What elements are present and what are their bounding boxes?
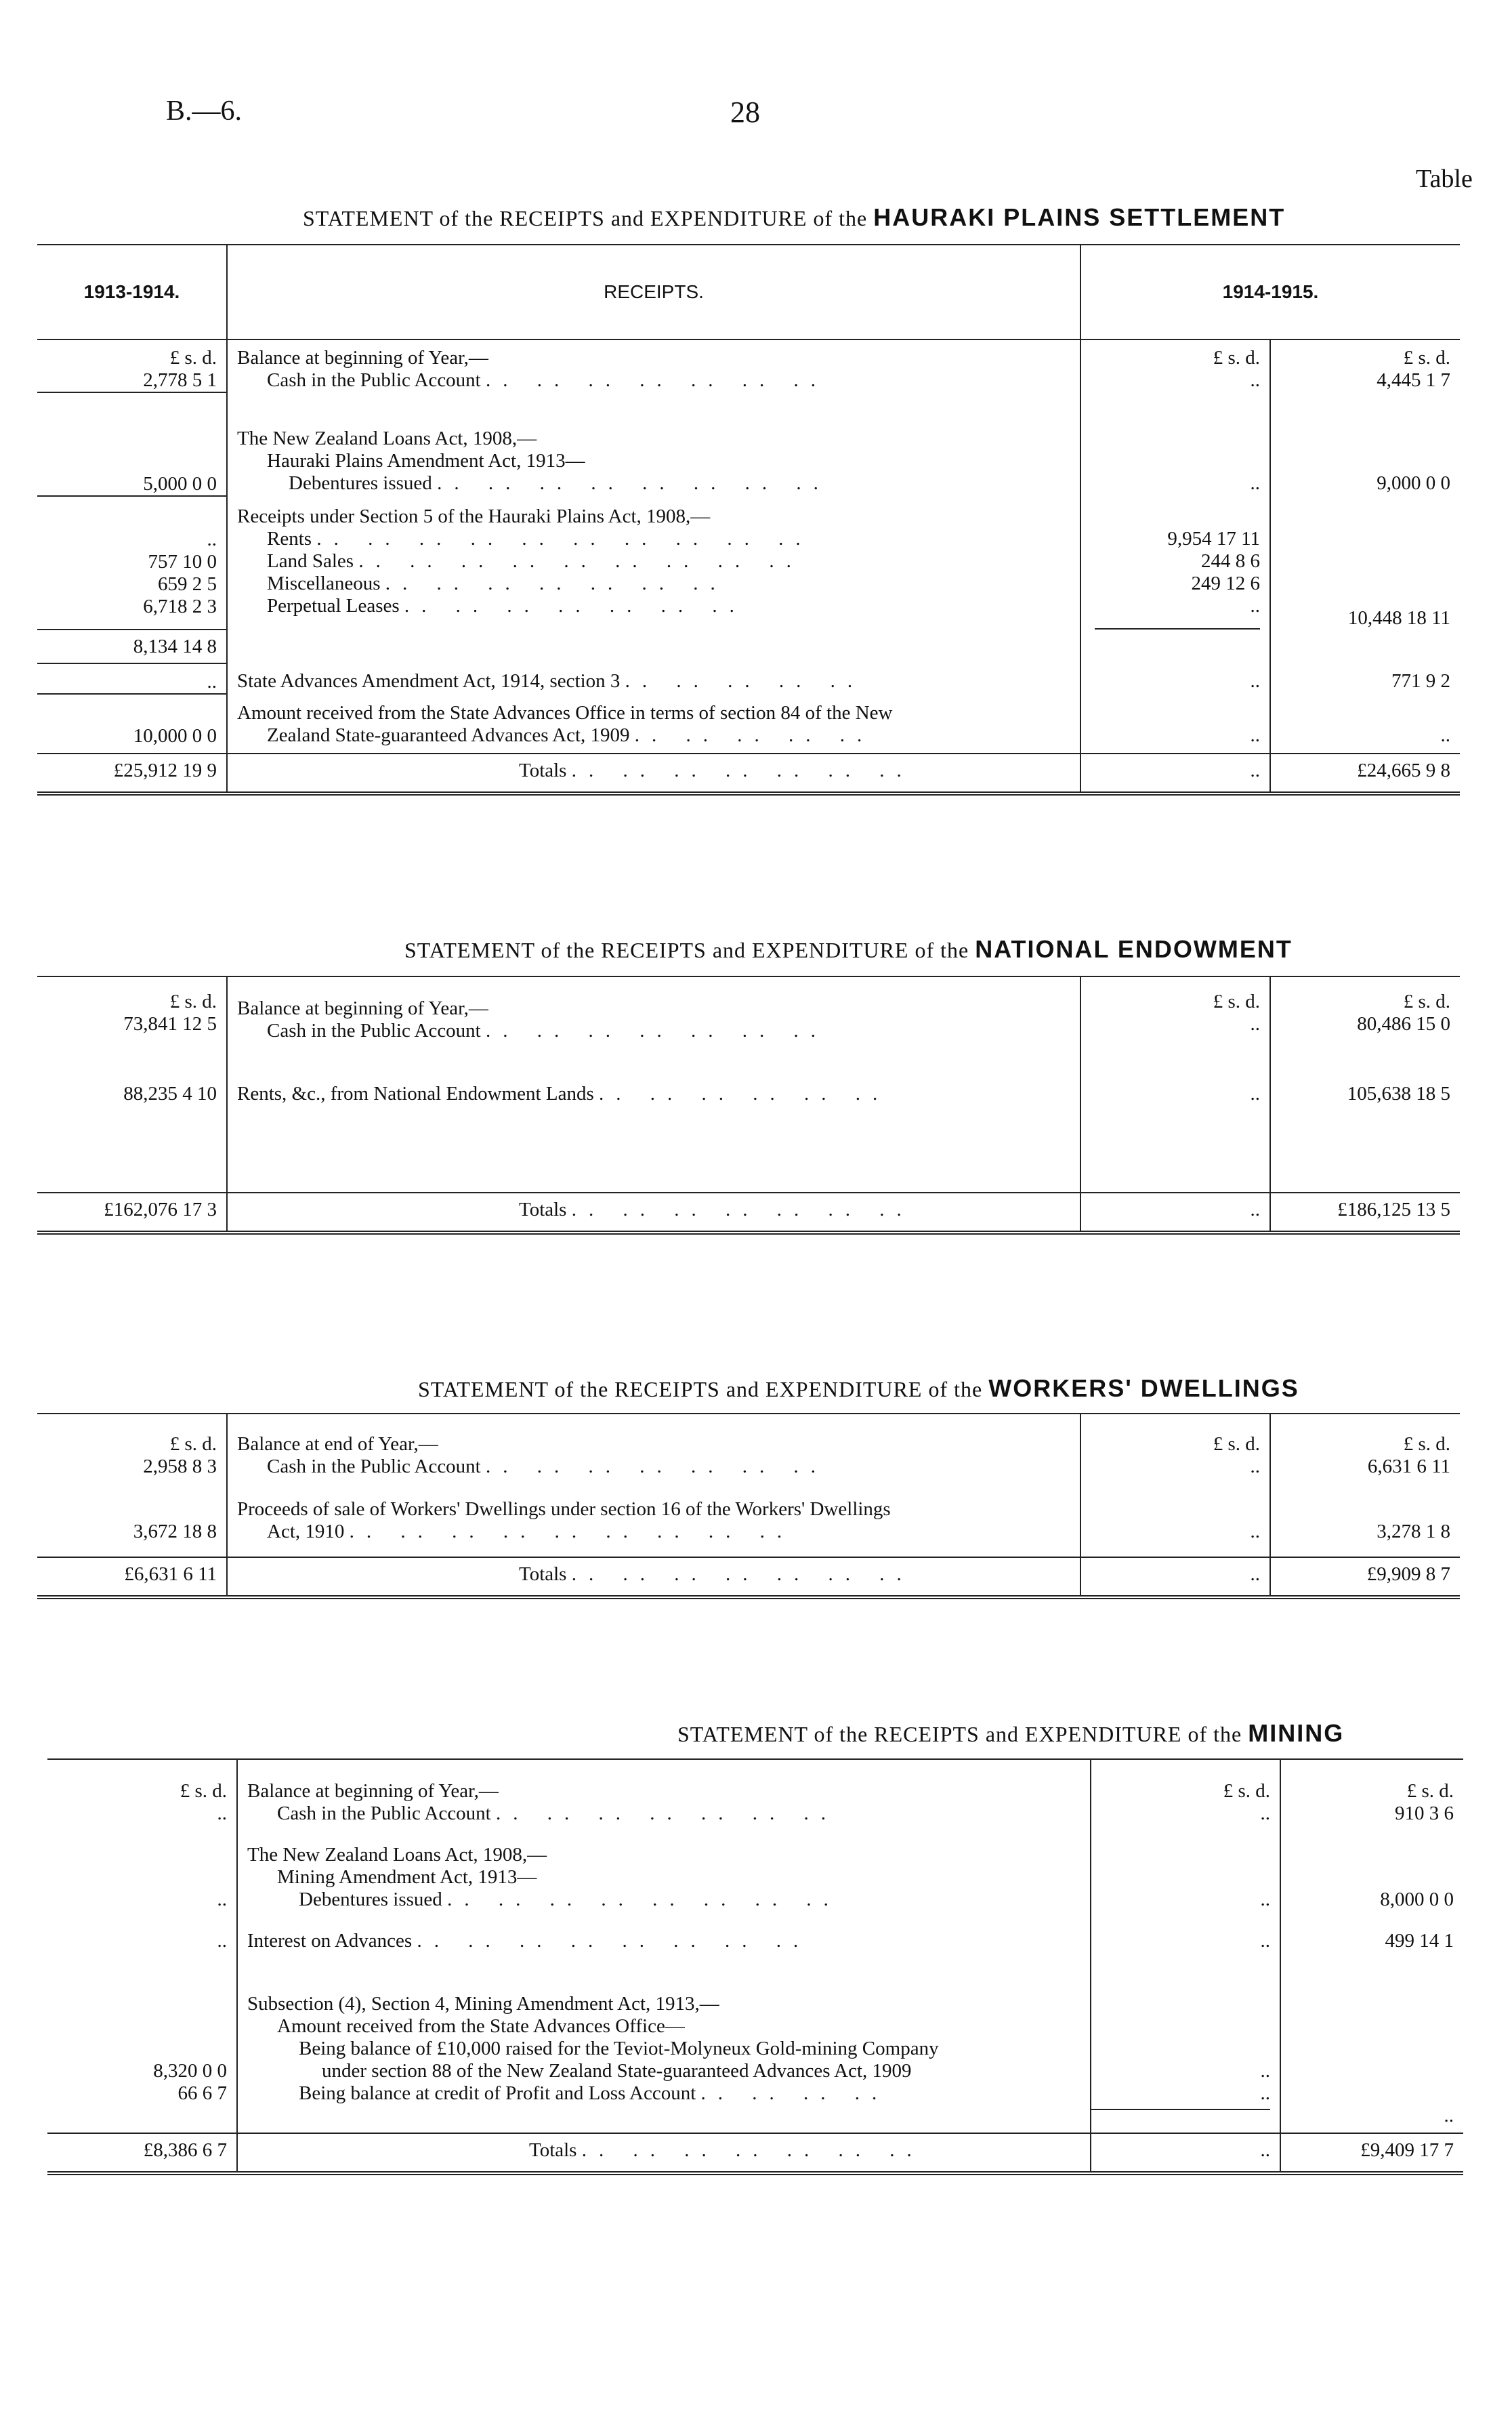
cell-value: .. — [1250, 670, 1260, 692]
table-row: 8,320 0 0 66 6 7 Subsection (4), Section 4, Mining Amendment Act, 1913,— Amount received from the State Advances Office— Being balance of £10,000 raised for the Teviot-Molyneux Gold-mining Company under section 88 of the New Zealand State-guaranteed Advances Act, 1909 Being balance at credit of Profit and Loss Account .. .. .. .. .. .. .. — [47, 1952, 1463, 2133]
cell-value: .. — [1440, 724, 1450, 746]
total-value: £162,076 17 3 — [104, 1199, 217, 1220]
row-label: Land Sales — [267, 550, 354, 572]
row-label: Balance at beginning of Year,— — [237, 997, 488, 1019]
col-header-prev: 1913-1914. — [37, 245, 227, 339]
cell-value: .. — [1250, 1013, 1260, 1035]
cell-value: 771 9 2 — [1391, 670, 1450, 692]
total-value: £186,125 13 5 — [1337, 1199, 1450, 1220]
table-row: .. The New Zealand Loans Act, 1908,— Mining Amendment Act, 1913— Debentures issued .. .. .. .. .. .. .. .. .. 8,000 0 0 — [47, 1825, 1463, 1911]
table-row: £ s. d. 2,958 8 3 Balance at end of Year,— Cash in the Public Account .. .. .. .. .. .. .. £ s. d. .. £ s. d. 6,631 6 11 — [37, 1414, 1460, 1478]
cell-value: .. — [1260, 1803, 1270, 1824]
cell-value: .. — [1250, 1456, 1260, 1477]
cell-value: .. — [1250, 595, 1260, 617]
cell-value: 105,638 18 5 — [1347, 1083, 1450, 1105]
totals-label: Totals — [519, 1563, 567, 1585]
totals-row: £162,076 17 3 Totals .. .. .. .. .. .. .. .. £186,125 13 5 — [37, 1193, 1460, 1221]
total-value: .. — [1260, 2139, 1270, 2161]
col-header-receipts: RECEIPTS. — [227, 245, 1080, 339]
national-table — [37, 976, 1460, 1235]
national-title-prefix: STATEMENT of the RECEIPTS and EXPENDITURE of the — [404, 938, 969, 962]
table-label: Table — [1416, 165, 1473, 193]
row-label: Act, 1910 — [267, 1521, 345, 1542]
row-label: Amount received from the State Advances Office— — [277, 2015, 685, 2037]
cell-value: 80,486 15 0 — [1357, 1013, 1450, 1035]
total-value: £6,631 6 11 — [124, 1563, 217, 1585]
cell-value: 66 6 7 — [177, 2082, 227, 2104]
cell-value: .. — [1250, 472, 1260, 494]
table-row: 5,000 0 0 The New Zealand Loans Act, 1908,— Hauraki Plains Amendment Act, 1913— Debentures issued .. .. .. .. .. .. .. .. .. 9,000 0 0 — [37, 392, 1460, 496]
units-label: £ s. d. — [1213, 991, 1260, 1012]
mining-title-bold: MINING — [1248, 1719, 1345, 1747]
page-number: 28 — [730, 96, 760, 129]
cell-value: 9,954 17 11 — [1167, 528, 1260, 550]
cell-value: 88,235 4 10 — [123, 1083, 217, 1105]
mining-title-prefix: STATEMENT of the RECEIPTS and EXPENDITURE of the — [677, 1722, 1242, 1746]
cell-value: 3,672 18 8 — [133, 1521, 217, 1542]
cell-value: .. — [1250, 724, 1260, 746]
total-value: £24,665 9 8 — [1357, 760, 1450, 781]
totals-label: Totals — [519, 1199, 567, 1220]
units-label: £ s. d. — [1406, 1780, 1454, 1802]
cell-value: .. — [217, 1889, 227, 1910]
cell-value: .. — [217, 1930, 227, 1952]
cell-value: 4,445 1 7 — [1377, 369, 1450, 391]
table-row: .. State Advances Amendment Act, 1914, section 3 .. .. .. .. .. .. 771 9 2 — [37, 663, 1460, 694]
total-value: .. — [1250, 1199, 1260, 1220]
totals-label: Totals — [519, 760, 567, 781]
row-label: Proceeds of sale of Workers' Dwellings under section 16 of the Workers' Dwellings — [237, 1498, 891, 1520]
workers-table — [37, 1413, 1460, 1599]
cell-value: .. — [1260, 2060, 1270, 2082]
cell-value: 9,000 0 0 — [1377, 472, 1450, 494]
table-row: .. Interest on Advances .. .. .. .. .. .. .. .. .. 499 14 1 — [47, 1911, 1463, 1952]
national-title-bold: NATIONAL ENDOWMENT — [975, 935, 1293, 963]
row-label: Interest on Advances — [247, 1930, 413, 1952]
cell-value: .. — [217, 1803, 227, 1824]
cell-value: .. — [1250, 1083, 1260, 1105]
workers-title — [418, 1374, 1299, 1403]
units-label: £ s. d. — [1403, 347, 1450, 369]
row-label: Amount received from the State Advances Office in terms of section 84 of the New — [237, 702, 893, 724]
row-label: Cash in the Public Account — [277, 1803, 491, 1824]
row-label: Balance at beginning of Year,— — [237, 347, 488, 369]
units-label: £ s. d. — [1223, 1780, 1270, 1802]
cell-value: 5,000 0 0 — [143, 473, 217, 495]
row-label: Rents — [267, 528, 312, 550]
total-value: £25,912 19 9 — [113, 760, 217, 781]
cell-value: 6,718 2 3 — [143, 596, 217, 617]
row-label: Rents, &c., from National Endowment Lands — [237, 1083, 594, 1105]
cell-value: 910 3 6 — [1395, 1803, 1454, 1824]
row-label: Being balance of £10,000 raised for the Teviot-Molyneux Gold-mining Company — [299, 2038, 939, 2059]
row-label: The New Zealand Loans Act, 1908,— — [247, 1844, 547, 1866]
hauraki-table — [37, 244, 1460, 796]
totals-row: £25,912 19 9 Totals .. .. .. .. .. .. .. .. £24,665 9 8 — [37, 754, 1460, 782]
mining-title — [677, 1719, 1344, 1748]
cell-value: 3,278 1 8 — [1377, 1521, 1450, 1542]
cell-value: .. — [207, 671, 217, 693]
row-label: Zealand State-guaranteed Advances Act, 1909 — [267, 724, 630, 746]
national-title — [404, 935, 1293, 964]
row-label: Cash in the Public Account — [267, 1456, 481, 1477]
total-value: £9,909 8 7 — [1366, 1563, 1450, 1585]
totals-row: £6,631 6 11 Totals .. .. .. .. .. .. .. .. £9,909 8 7 — [37, 1557, 1460, 1586]
units-label: £ s. d. — [169, 347, 217, 369]
row-label: Subsection (4), Section 4, Mining Amendment Act, 1913,— — [247, 1993, 719, 2015]
cell-value: 8,320 0 0 — [153, 2060, 227, 2082]
row-label: Cash in the Public Account — [267, 369, 481, 391]
total-value: £8,386 6 7 — [143, 2139, 227, 2161]
units-label: £ s. d. — [180, 1780, 227, 1802]
totals-label: Totals — [529, 2139, 577, 2161]
row-label: State Advances Amendment Act, 1914, section 3 — [237, 670, 621, 692]
row-label: Balance at end of Year,— — [237, 1433, 438, 1455]
table-row: £ s. d. 73,841 12 5 Balance at beginning of Year,— Cash in the Public Account .. .. .. .. .. .. .. £ s. d. .. £ s. d. 80,486 15 0 — [37, 976, 1460, 1042]
hauraki-title-bold: HAURAKI PLAINS SETTLEMENT — [873, 203, 1286, 231]
units-label: £ s. d. — [1213, 347, 1260, 369]
cell-value: 8,000 0 0 — [1380, 1889, 1454, 1910]
units-label: £ s. d. — [169, 1433, 217, 1455]
table-row: 88,235 4 10 Rents, &c., from National Endowment Lands .. .. .. .. .. .. .. 105,638 18 5 — [37, 1042, 1460, 1193]
mining-table — [47, 1758, 1463, 2175]
cell-value: .. — [207, 529, 217, 550]
hauraki-title-prefix: STATEMENT of the RECEIPTS and EXPENDITURE of the — [303, 206, 868, 230]
cell-value: 10,448 18 11 — [1347, 607, 1450, 629]
row-label: Balance at beginning of Year,— — [247, 1780, 499, 1802]
row-label: Being balance at credit of Profit and Loss Account — [299, 2082, 696, 2104]
cell-value: 73,841 12 5 — [123, 1013, 217, 1035]
table-row: 10,000 0 0 Amount received from the State Advances Office in terms of section 84 of the New Zealand State-guaranteed Advances Act, 1909 .. .. .. .. .. .. .. — [37, 694, 1460, 754]
total-value: .. — [1250, 760, 1260, 781]
totals-row: £8,386 6 7 Totals .. .. .. .. .. .. .. .. £9,409 17 7 — [47, 2133, 1463, 2162]
cell-value: 8,134 14 8 — [37, 629, 226, 663]
cell-value: .. — [1250, 369, 1260, 391]
table-row: £ s. d. 2,778 5 1 Balance at beginning of Year,— Cash in the Public Account .. .. .. .. .. .. .. £ s. d. .. £ s. d. 4,445 1 7 — [37, 339, 1460, 392]
cell-value: 244 8 6 — [1201, 550, 1260, 572]
hauraki-title — [303, 203, 1285, 232]
cell-value: .. — [1250, 1521, 1260, 1542]
table-row: 3,672 18 8 Proceeds of sale of Workers' Dwellings under section 16 of the Workers' Dwellings Act, 1910 .. .. .. .. .. .. .. .. .. .. 3,278 1 8 — [37, 1478, 1460, 1557]
row-label: Perpetual Leases — [267, 595, 400, 617]
units-label: £ s. d. — [1213, 1433, 1260, 1455]
row-label: Debentures issued — [289, 472, 432, 494]
row-label: Debentures issued — [299, 1889, 442, 1910]
cell-value: 6,631 6 11 — [1367, 1456, 1450, 1477]
cell-value: 249 12 6 — [1191, 573, 1260, 594]
col-header-cur: 1914-1915. — [1080, 245, 1460, 339]
cell-value: 659 2 5 — [158, 573, 217, 595]
row-label: Hauraki Plains Amendment Act, 1913— — [267, 450, 585, 472]
cell-value: .. — [1260, 1930, 1270, 1952]
total-value: .. — [1250, 1563, 1260, 1585]
cell-value: 2,778 5 1 — [143, 369, 217, 391]
cell-value: .. — [1444, 2105, 1454, 2126]
table-row: £ s. d. .. Balance at beginning of Year,— Cash in the Public Account .. .. .. .. .. .. .. £ s. d. .. £ s. d. 910 3 6 — [47, 1759, 1463, 1825]
row-label: Mining Amendment Act, 1913— — [277, 1866, 537, 1888]
cell-value: 757 10 0 — [148, 551, 217, 573]
row-label: Cash in the Public Account — [267, 1020, 481, 1042]
units-label: £ s. d. — [1403, 1433, 1450, 1455]
row-label: Receipts under Section 5 of the Hauraki Plains Act, 1908,— — [237, 506, 711, 527]
row-label: under section 88 of the New Zealand State-guaranteed Advances Act, 1909 — [322, 2060, 912, 2082]
cell-value: .. — [1260, 1889, 1270, 1910]
units-label: £ s. d. — [169, 991, 217, 1012]
units-label: £ s. d. — [1403, 991, 1450, 1012]
table-row: .. 757 10 0 659 2 5 6,718 2 3 8,134 14 8 Receipts under Section 5 of the Hauraki Plains Act, 1908,— Rents .. .. .. .. .. .. .. .. .. .. Land Sales .. .. .. .. .. .. .. .. .. Miscellaneous .. .. .. .. .. .. .. Perpetual Leases .. .. .. .. .. .. .. 9,954 17 11 244 8 6 249 12 6 .. 10,448 18 11 — [37, 496, 1460, 663]
cell-value: .. — [1260, 2082, 1270, 2104]
workers-title-prefix: STATEMENT of the RECEIPTS and EXPENDITURE of the — [418, 1377, 983, 1401]
workers-title-bold: WORKERS' DWELLINGS — [988, 1374, 1299, 1402]
total-value: £9,409 17 7 — [1360, 2139, 1454, 2161]
row-label: The New Zealand Loans Act, 1908,— — [237, 428, 537, 449]
cell-value: 2,958 8 3 — [143, 1456, 217, 1477]
cell-value: 10,000 0 0 — [133, 725, 217, 747]
document-reference: B.—6. — [166, 96, 243, 127]
cell-value: 499 14 1 — [1385, 1930, 1454, 1952]
row-label: Miscellaneous — [267, 573, 381, 594]
